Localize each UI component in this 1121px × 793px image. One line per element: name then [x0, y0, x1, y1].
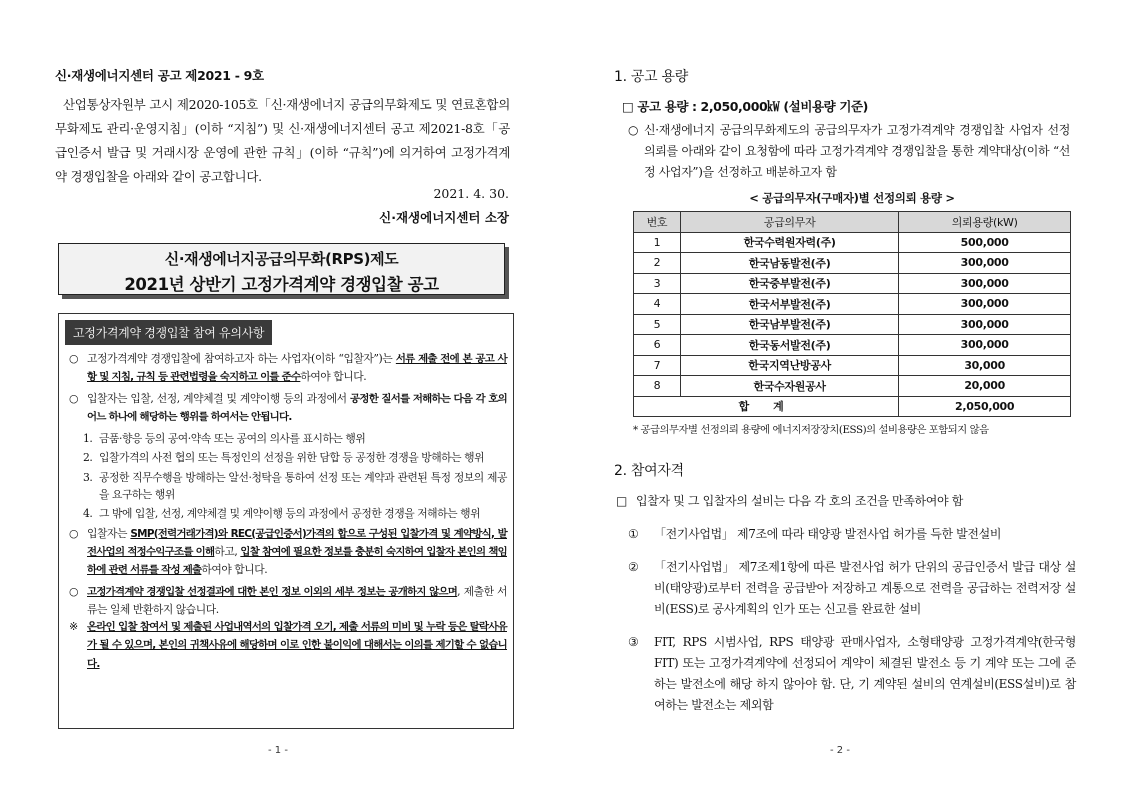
title-line-2: 2021년 상반기 고정가격계약 경쟁입찰 공고: [124, 275, 439, 294]
table-total-row: [634, 396, 1071, 417]
capacity-table: [633, 211, 1071, 417]
sub-item: 3. 공정한 직무수행을 방해하는 알선·청탁을 통하여 선정 또는 계약과 관련된 특정 정보의 제공을 요구하는 행위: [83, 470, 507, 502]
circle-marker: ○: [69, 352, 78, 365]
caution-heading: 고정가격계약 경쟁입찰 참여 유의사항: [65, 320, 272, 345]
table-row: 5 한국남부발전(주) 300,000: [634, 314, 1071, 335]
caution-item: ○ 고정가격계약 경쟁입찰 선정결과에 대한 본인 정보 이외의 세부 정보는 공개하지 않으며, 제출한 서류는 일체 반환하지 않습니다.: [69, 584, 507, 616]
notice-date: 2021. 4. 30.: [433, 186, 509, 201]
sub-item: 4. 그 밖에 입찰, 선정, 계약체결 및 계약이행 등의 과정에서 공정한 경쟁을 저해하는 행위: [83, 507, 481, 521]
table-row: 1 한국수력원자력(주) 500,000: [634, 232, 1071, 253]
circle-marker: ○: [628, 123, 639, 137]
total-label: 합 계: [634, 396, 899, 417]
qualification-item: ② 「전기사업법」 제7조제1항에 따른 발전사업 허가 단위의 공급인증서 발급 대상 설비(태양광)로부터 전력을 공급받아 저장하고 계통으로 전력을 공급하는 전력저장 설비(ESS)로 공사계획의 인가 또는 신고를 완료한 설비: [628, 560, 1076, 616]
table-row: 3 한국중부발전(주) 300,000: [634, 273, 1071, 294]
qualification-item: ③ FIT, RPS 시범사업, RPS 태양광 판매사업자, 소형태양광 고정가격계약(한국형FIT) 또는 고정가격계약에 선정되어 계약이 체결된 발전소 등 기 계약 또는 그에 준하는 발전소에 해당 하지 않아야 함. 단, 기 계약된 설비의 연계설비(ESS설비)로 참여하는 발전소는 제외함: [628, 635, 1076, 712]
table-row: 7 한국지역난방공사 30,000: [634, 355, 1071, 376]
table-row: 8 한국수자원공사 20,000: [634, 376, 1071, 397]
circle-marker: ○: [69, 391, 78, 405]
circle-marker: ○: [69, 526, 78, 540]
notice-title-box: [58, 243, 505, 295]
note-marker: ※: [69, 620, 78, 634]
caution-box: [58, 313, 514, 729]
caution-item: ○ 입찰자는 입찰, 선정, 계약체결 및 계약이행 등의 과정에서 공정한 질서를 저해하는 다음 각 호의 어느 하나에 해당하는 행위를 하여서는 안됩니다.: [69, 391, 507, 423]
section-heading: 2. 참여자격: [614, 463, 684, 479]
caution-note: ※ 온라인 입찰 참여서 및 제출된 사업내역서의 입찰가격 오기, 제출 서류의 미비 및 누락 등은 탈락사유가 될 수 있으며, 본인의 귀책사유에 해당하며 이로 인한 불이익에 대해서는 이의를 제기할 수 없습니다.: [69, 620, 507, 670]
table-row: 4 한국서부발전(주) 300,000: [634, 294, 1071, 315]
notice-number: 신·재생에너지센터 공고 제2021 - 9호: [55, 68, 264, 83]
column-header: 번호: [634, 212, 681, 233]
sub-item: 2. 입찰가격의 사전 협의 또는 특정인의 선정을 위한 담합 등 공정한 경쟁을 방해하는 행위: [83, 451, 485, 465]
caution-item: ○ 입찰자는 SMP(전력거래가격)와 REC(공급인증서)가격의 합으로 구성된 입찰가격 및 계약방식, 발전사업의 적정수익구조를 이해하고, 입찰 참여에 필요한 정보를 충분히 숙지하여 입찰자 본인의 책임하에 관련 서류를 작성 제출하여야 합니다.: [69, 526, 507, 577]
table-row: 2 한국남동발전(주) 300,000: [634, 253, 1071, 274]
table-header-row: [634, 212, 1071, 233]
qualification-list: [616, 491, 1076, 728]
qualification-lead: □ 입찰자 및 그 입찰자의 설비는 다음 각 호의 조건을 만족하여야 함: [616, 491, 1076, 512]
table-row: 6 한국동서발전(주) 300,000: [634, 335, 1071, 356]
column-header: 공급의무자: [680, 212, 898, 233]
sub-item: 1. 금품·향응 등의 공여·약속 또는 공여의 의사를 표시하는 행위: [83, 432, 366, 446]
signer: 신·재생에너지센터 소장: [379, 210, 509, 225]
total-value: 2,050,000: [899, 396, 1071, 417]
column-header: 의뢰용량(kW): [899, 212, 1071, 233]
table-caption: < 공급의무자(구매자)별 선정의뢰 용량 >: [749, 191, 955, 205]
intro-paragraph: 산업통상자원부 고시 제2020-105호「신·재생에너지 공급의무화제도 및 연료혼합의무화제도 관리·운영지침」(이하 “지침”) 및 신·재생에너지센터 공고 제2021-8호「공급인증서 발급 및 거래시장 운영에 관한 규칙」(이하 “규칙”)에 의거하여 고정가격계약 경쟁입찰을 아래와 같이 공고합니다.: [55, 97, 510, 184]
box-marker: □: [616, 494, 627, 508]
capacity-line: □ 공고 용량 : 2,050,000㎾ (설비용량 기준): [622, 99, 868, 114]
page-number: - 2 -: [830, 745, 850, 756]
section-heading: 1. 공고 용량: [614, 69, 688, 85]
caution-item: ○ 고정가격계약 경쟁입찰에 참여하고자 하는 사업자(이하 “입찰자”)는 서류 제출 전에 본 공고 사항 및 지침, 규칙 등 관련법령을 숙지하고 이를 준수하여야 합니다.: [69, 352, 507, 384]
page-number: - 1 -: [268, 745, 288, 756]
title-line-1: 신·재생에너지공급의무화(RPS)제도: [164, 250, 399, 268]
request-paragraph: ○ 신·재생에너지 공급의무화제도의 공급의무자가 고정가격계약 경쟁입찰 사업자 선정의뢰를 아래와 같이 요청함에 따라 고정가격계약 경쟁입찰을 통한 계약대상(이하 “선정 사업자”)을 선정하고 배분하고자 함: [628, 120, 1070, 183]
qualification-item: ① 「전기사업법」 제7조에 따라 태양광 발전사업 허가를 득한 발전설비: [628, 527, 1002, 541]
caution-list: [67, 350, 507, 673]
table-footnote: * 공급의무자별 선정의뢰 용량에 에너지저장장치(ESS)의 설비용량은 포함되지 않음: [633, 424, 989, 436]
circle-marker: ○: [69, 584, 78, 598]
